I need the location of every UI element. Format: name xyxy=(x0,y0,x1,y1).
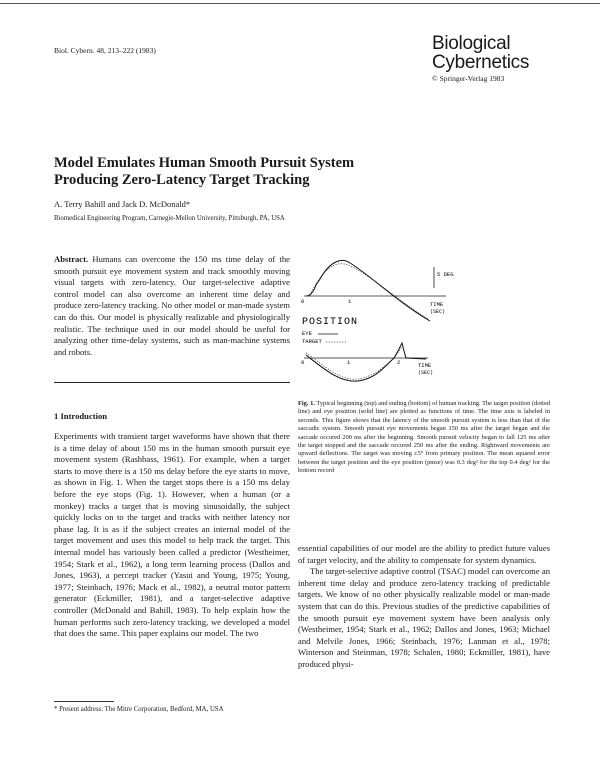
journal-logo xyxy=(432,34,562,83)
top-rule xyxy=(0,3,600,4)
copyright-notice: © Springer-Verlag 1983 xyxy=(432,74,505,83)
bottom-time-label: TIME xyxy=(418,362,432,369)
article-title xyxy=(54,155,474,189)
figure-caption-label: Fig. 1. xyxy=(298,400,315,407)
bottom-sec-label: (SEC) xyxy=(418,370,434,376)
bottom-target-trace xyxy=(306,347,402,379)
top-time-label: TIME xyxy=(430,301,444,308)
footnote: * Present address: The Mitre Corporation, Bedford, MA, USA xyxy=(54,706,224,713)
journal-citation: Biol. Cybern. 48, 213–222 (1983) xyxy=(54,46,156,55)
bottom-tick-two: 2 xyxy=(397,359,401,366)
footnote-rule xyxy=(54,701,114,702)
intro-paragraph: Experiments with transient target waveforms have shown that there is a time delay of about 150 ms in the human smooth pursuit eye movement system (Rashbass, 1961). For example, when a target starts to move there is a 150 ms delay before the eye starts to move, as shown in Fig. 1. When the target stops there is a 150 ms delay before the eye stops (Fig. 1). However, when a human (or a monkey) tracks a target that is moving sinusoidally, the subject quickly locks on to the target and tracks with neither latency nor phase lag. It is as if the subject creates an internal model of the target movement and uses this model to help track the target. This internal model has variously been called a predictor (Westheimer, 1954; Stark et al., 1962), a long term learning process (Dallos and Jones, 1963), a percept tracker (Yasui and Young, 1975; Young, 1977; Steinbach, 1976; Mack et al., 1982), a neutral motor pattern generator (Eckmiller, 1981), and a target-selective adaptive controller (McDonald and Bahill, 1983). To help explain how the human performs such zero-latency tracking, we developed a model that does the same. This paper explains our model. The two xyxy=(54,431,290,639)
affiliation: Biomedical Engineering Program, Carnegie-Mellon University, Pittsburgh, PA, USA xyxy=(54,215,285,222)
figure-caption xyxy=(298,400,550,476)
legend-eye: EYE xyxy=(302,330,312,337)
bottom-tick-one: 1 xyxy=(347,359,351,366)
title-line-1: Model Emulates Human Smooth Pursuit System xyxy=(54,155,355,171)
bottom-eye-trace xyxy=(306,343,426,381)
abstract-rule xyxy=(54,382,290,383)
position-label: POSITION xyxy=(302,317,359,328)
top-tick-zero: 0 xyxy=(301,298,305,305)
deg-label: 5 DEG xyxy=(437,271,454,278)
section-heading: 1 Introduction xyxy=(54,411,108,421)
right-paragraph-1: essential capabilities of our model are the ability to predict future values of target velocity, and the ability to compensate for system dynamics. xyxy=(298,543,550,565)
journal-name-line2: Cybernetics xyxy=(432,52,530,73)
title-line-2: Producing Zero-Latency Target Tracking xyxy=(54,172,310,188)
abstract-text: Humans can overcome the 150 ms time delay of the smooth pursuit eye movement system and track smoothly moving visual targets with zero-latency. Our target-selective adaptive control model can also overcome an inherent time delay and produce zero-latency tracking. No other model or man-made system can do this. Our model is physically realizable and physiologically realistic. The technique used in our model should be useful for analyzing other time-delay systems, such as man-machine systems and robots. xyxy=(54,254,290,357)
bottom-tick-zero: 0 xyxy=(301,359,305,366)
abstract-label: Abstract. xyxy=(54,254,89,264)
figure-1-plot xyxy=(298,255,548,395)
journal-name-line1: Biological xyxy=(432,33,511,54)
right-column-text xyxy=(298,543,550,671)
top-eye-trace xyxy=(306,260,430,321)
abstract xyxy=(54,254,290,358)
right-paragraph-2: The target-selective adaptive control (TSAC) model can overcome an inherent time delay and produce zero-latency tracking of predictable targets. We know of no other physically realizable model or man-made system that can do this. Previous studies of the predictive capabilities of the smooth pursuit eye movement system have been analysis only (Westheimer, 1954; Stark et al., 1962; Dallos and Jones, 1963; Michael and Melvile Jones, 1966; Steinbach, 1976; Lanman et al., 1978; Winterson and Steinman, 1978; Schalen, 1980; Eckmiller, 1981), have produced physi- xyxy=(298,566,550,669)
top-sec-label: (SEC) xyxy=(430,309,446,315)
top-tick-one: 1 xyxy=(348,298,352,305)
top-target-trace xyxy=(310,264,428,319)
figure-caption-text: Typical beginning (top) and ending (bottom) of human tracking. The target position (dotted line) and eye position (solid line) are plotted as functions of time. The time axis is labeled in seconds. This figure shows that the latency of the smooth pursuit system is less than that of the saccadic system. Smooth pursuit eye movements began 150 ms after the target began and the saccade occured 200 ms after the beginning. Smooth pursuit velocity began to fall 125 ms after the target stopped and the saccade occured 250 ms after the ending. Rightward movements are upward deflections. The target was moving ±5° from primary position. The mean squared error between the target position and the eye position (pmse) was 0.3 deg² for the top 0.4 deg² for the bottom record xyxy=(298,400,550,475)
legend-target: TARGET xyxy=(302,338,322,345)
authors: A. Terry Bahill and Jack D. McDonald* xyxy=(54,199,191,209)
